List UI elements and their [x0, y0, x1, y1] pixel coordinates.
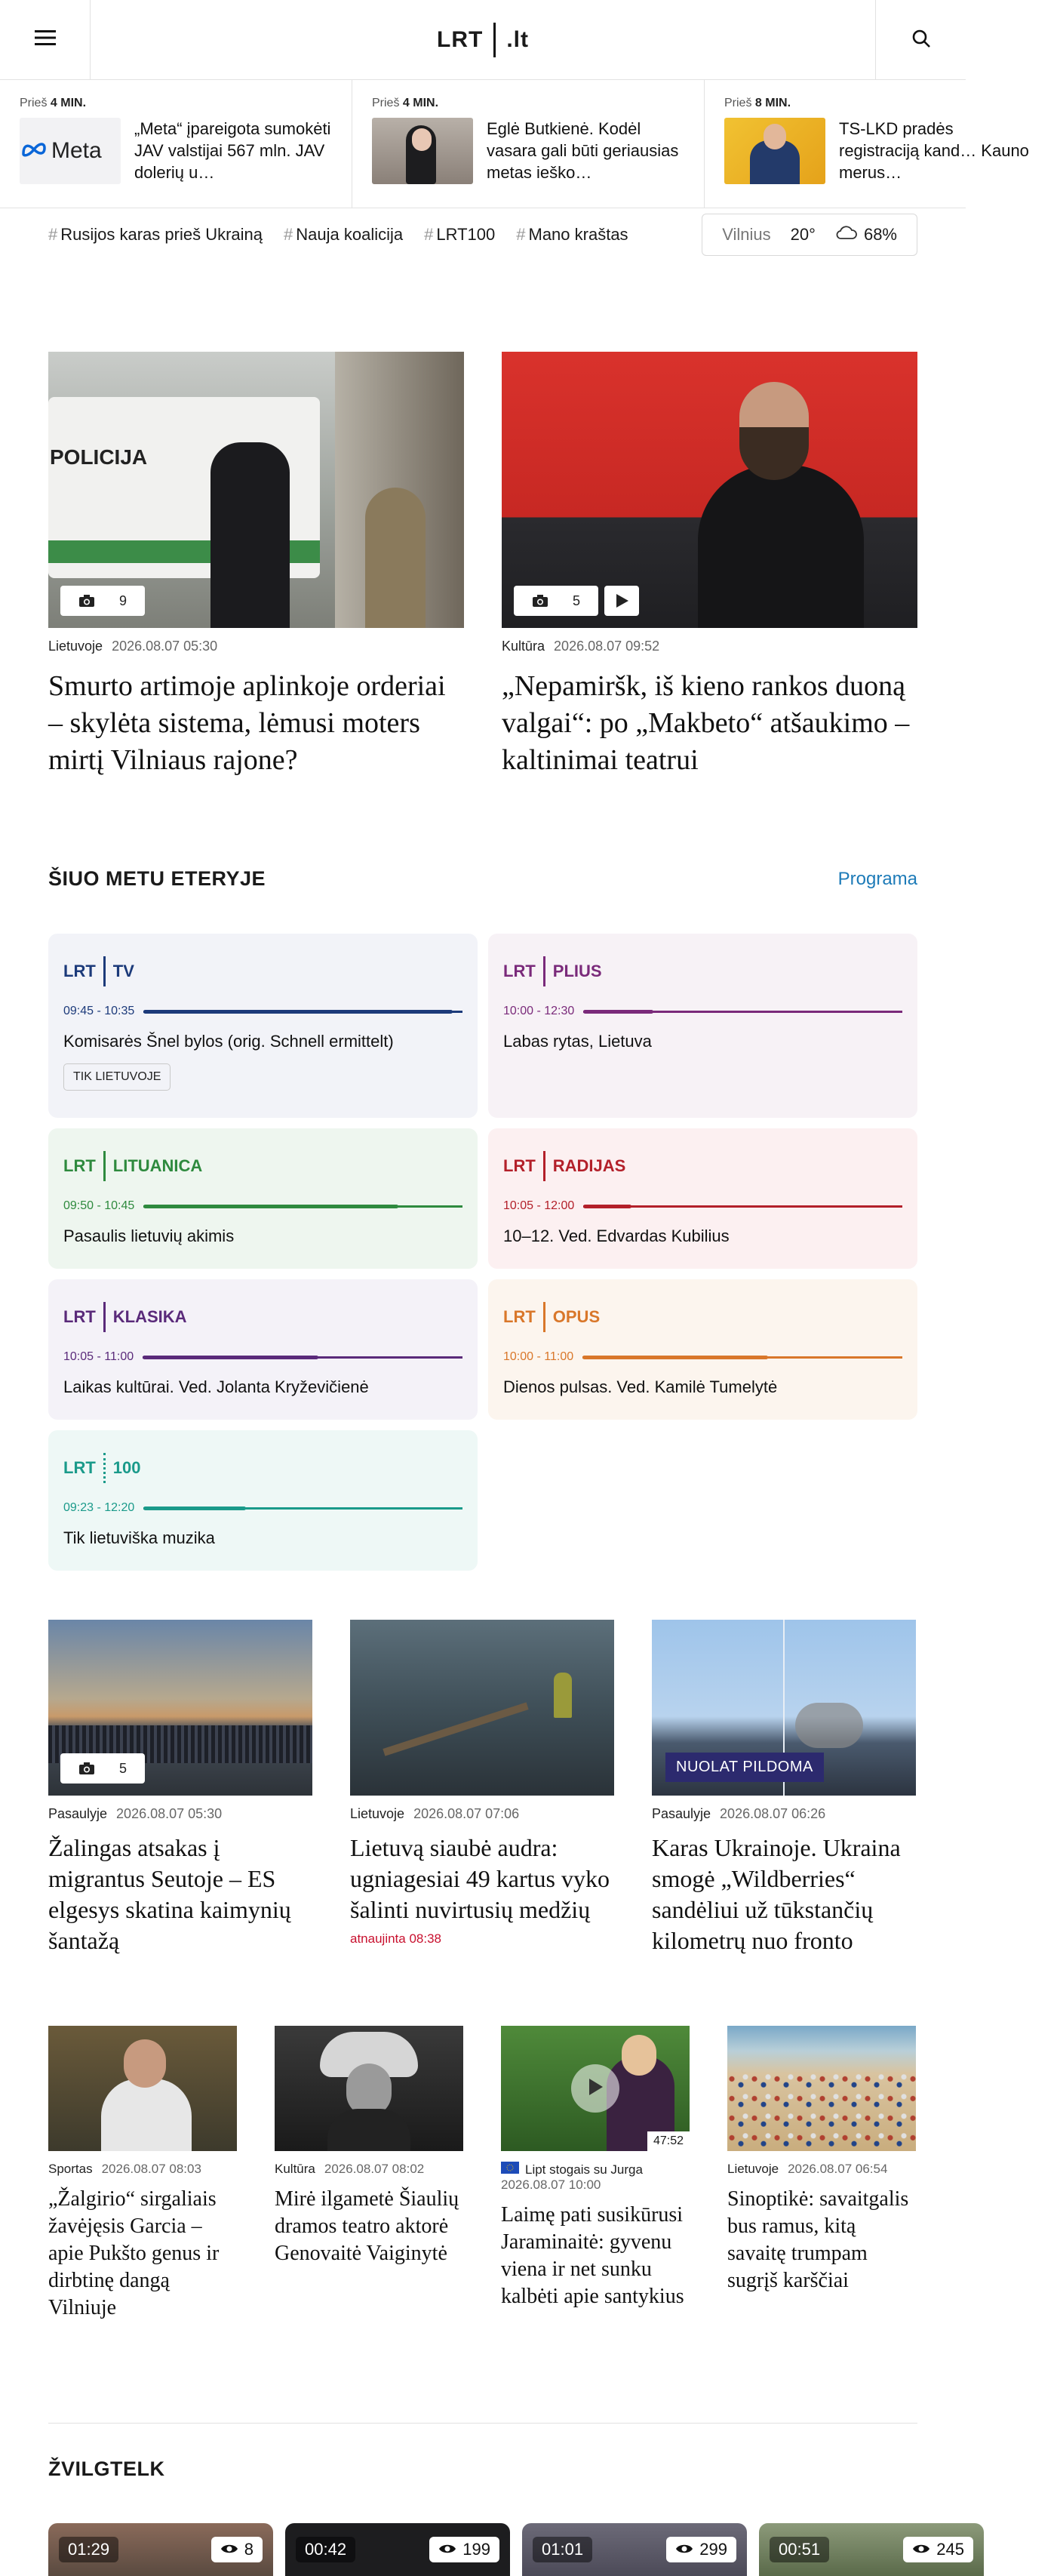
on-air-grid [48, 934, 917, 1571]
lrt-logo-mark: LRT [63, 1307, 96, 1326]
weather-temp: 20° [790, 225, 816, 244]
ticker-title: TS-LKD pradės registraciją kand… Kauno merus… [839, 119, 1029, 182]
reel-duration: 00:51 [770, 2537, 829, 2562]
story-title: Laimę pati susikūrusi Jaraminaitė: gyvenu viena ir net sunku kalbėti apie santykius [501, 2203, 684, 2308]
story-card[interactable] [501, 2026, 690, 2322]
updated-label: atnaujinta 08:38 [350, 1931, 441, 1946]
story-card[interactable] [48, 1620, 312, 1956]
section-title: ŠIUO METU ETERYJE [48, 867, 266, 890]
story-image: POLICIJA 9 [48, 352, 464, 628]
ticker-item[interactable] [352, 80, 705, 208]
story-card[interactable] [652, 1620, 916, 1956]
reel-views: 199 [429, 2537, 499, 2562]
story-meta: Sportas 2026.08.07 08:03 [48, 2162, 201, 2176]
story-card[interactable] [275, 2026, 463, 2322]
menu-button[interactable] [0, 0, 91, 80]
site-header [0, 0, 966, 80]
logo-lrt: LRT [437, 26, 484, 52]
eye-icon [220, 2540, 238, 2559]
section-title: ŽVILGTELK [48, 2458, 165, 2480]
story-title: „Nepamiršk, iš kieno rankos duoną valgai“: po „Makbeto“ atšaukimo – kaltinimai teatrui [502, 670, 910, 776]
reel-card[interactable] [48, 2523, 273, 2576]
reel-card[interactable] [759, 2523, 984, 2576]
channel-program: Tik lietuviška muzika [63, 1528, 215, 1547]
story-title: „Žalgirio“ sirgaliais žavėjęsis Garcia – apie Pukšto genus ir dirbtinę dangą Vilniuje [48, 2187, 220, 2319]
reel-card[interactable] [285, 2523, 510, 2576]
reel-duration: 01:01 [533, 2537, 592, 2562]
channel-timeline: 09:50 - 10:45 [63, 1199, 462, 1213]
program-link[interactable]: Programa [837, 868, 917, 889]
stories-row [48, 1620, 917, 1956]
story-title: Karas Ukrainoje. Ukraina smogė „Wildberries“ sandėliui už tūkstančių kilometrų nuo fronto [652, 1834, 901, 1954]
channel-card-plius[interactable] [488, 934, 917, 1118]
story-card[interactable] [350, 1620, 614, 1956]
story-meta: Lietuvoje 2026.08.07 05:30 [48, 639, 218, 654]
stories-grid [48, 2026, 917, 2322]
ticker-thumbnail [724, 118, 825, 184]
reel-views: 299 [666, 2537, 736, 2562]
channel-timeline: 10:05 - 12:00 [503, 1199, 902, 1213]
story-meta: Pasaulyje 2026.08.07 06:26 [652, 1806, 826, 1821]
story-image [48, 1620, 312, 1796]
tag-link[interactable]: # Rusijos karas prieš Ukrainą [48, 225, 263, 244]
story-image [501, 2026, 690, 2151]
lrt-logo-mark: LRT [63, 962, 96, 980]
story-image [652, 1620, 916, 1796]
ticker-title: „Meta“ įpareigota sumokėti JAV valstijai 567 mln. JAV dolerių u… [134, 119, 331, 182]
meta-logo-icon [21, 141, 47, 162]
channel-card-tv[interactable] [48, 934, 478, 1118]
news-ticker [0, 80, 1029, 208]
flag-icon [501, 2162, 519, 2177]
zvilgtelk-header [48, 2458, 917, 2481]
logo-divider [493, 23, 496, 57]
channel-program: 10–12. Ved. Edvardas Kubilius [503, 1226, 730, 1245]
reel-duration: 00:42 [296, 2537, 355, 2562]
geo-restriction-badge: TIK LIETUVOJE [63, 1063, 171, 1091]
story-title: Mirė ilgametė Šiaulių dramos teatro aktorė Genovaitė Vaiginytė [275, 2187, 459, 2265]
story-meta: Lietuvoje 2026.08.07 07:06 [350, 1806, 520, 1821]
play-button[interactable] [571, 2064, 619, 2113]
search-button[interactable] [875, 0, 966, 80]
ticker-title: Eglė Butkienė. Kodėl vasara gali būti geriausias metas ieško… [487, 119, 679, 182]
live-badge: NUOLAT PILDOMA [665, 1753, 824, 1782]
story-title: Lietuvą siaubė audra: ugniagesiai 49 kartus vyko šalinti nuvirtusių medžių [350, 1834, 610, 1923]
story-image [727, 2026, 916, 2151]
channel-card-opus[interactable] [488, 1279, 917, 1420]
eye-icon [675, 2540, 693, 2559]
reels-row [48, 2523, 984, 2576]
story-image [350, 1620, 614, 1796]
story-date: 2026.08.07 10:00 [501, 2177, 601, 2192]
lrt-logo-mark: LRT [63, 1458, 96, 1477]
channel-logo: LRT KLASIKA [63, 1302, 462, 1332]
photo-badge: 9 [60, 586, 145, 616]
ticker-time: Prieš 4 MIN. [20, 97, 87, 109]
camera-icon [69, 1753, 104, 1784]
on-air-header [48, 867, 917, 891]
reel-card[interactable] [522, 2523, 747, 2576]
camera-icon [69, 586, 104, 616]
weather-widget[interactable] [702, 214, 917, 256]
channel-logo: LRT OPUS [503, 1302, 902, 1332]
ticker-thumbnail [372, 118, 473, 184]
play-icon [586, 2077, 604, 2101]
channel-program: Pasaulis lietuvių akimis [63, 1226, 235, 1245]
channel-timeline: 10:00 - 12:30 [503, 1005, 902, 1018]
eye-icon [912, 2540, 930, 2559]
tag-link[interactable]: # Nauja koalicija [284, 225, 404, 244]
story-card[interactable] [502, 352, 917, 779]
channel-program: Laikas kultūrai. Ved. Jolanta Kryževičienė [63, 1377, 369, 1396]
story-meta: Kultūra 2026.08.07 08:02 [275, 2162, 425, 2176]
channel-timeline: 10:05 - 11:00 [63, 1350, 462, 1364]
weather-humidity: 68% [863, 225, 897, 244]
reel-views: 8 [211, 2537, 263, 2562]
story-meta: Lipt stogais su Jurga [501, 2162, 690, 2177]
ticker-thumbnail [20, 118, 121, 184]
ticker-item[interactable] [705, 80, 1057, 208]
story-meta: Pasaulyje 2026.08.07 05:30 [48, 1806, 223, 1821]
lrt-logo-mark: LRT [63, 1156, 96, 1175]
channel-program: Dienos pulsas. Ved. Kamilė Tumelytė [503, 1377, 778, 1396]
reel-duration: 01:29 [59, 2537, 118, 2562]
channel-program: Labas rytas, Lietuva [503, 1032, 652, 1051]
ticker-item[interactable] [0, 80, 352, 208]
eye-icon [438, 2540, 456, 2559]
play-icon [604, 586, 639, 616]
channel-card-radijas[interactable] [488, 1128, 917, 1269]
reel-views: 245 [903, 2537, 973, 2562]
cloud-icon [835, 225, 858, 245]
channel-logo: LRT 100 [63, 1453, 462, 1483]
story-image [502, 352, 917, 628]
story-meta: Lietuvoje 2026.08.07 06:54 [727, 2162, 888, 2176]
section-divider [48, 2423, 917, 2424]
channel-program: Komisarės Šnel bylos (orig. Schnell ermittelt) [63, 1032, 394, 1051]
lrt-logo-mark: LRT [503, 962, 536, 980]
channel-logo: LRT PLIUS [503, 956, 902, 986]
media-badge: 5 [514, 586, 639, 616]
channel-timeline: 10:00 - 11:00 [503, 1350, 902, 1364]
channel-logo: LRT LITUANICA [63, 1151, 462, 1181]
channel-logo: LRT TV [63, 956, 462, 986]
story-card[interactable] [727, 2026, 916, 2322]
channel-card-lituanica[interactable] [48, 1128, 478, 1269]
channel-timeline: 09:23 - 12:20 [63, 1501, 462, 1515]
tag-link[interactable]: # LRT100 [424, 225, 496, 244]
channel-logo: LRT RADIJAS [503, 1151, 902, 1181]
channel-card-klasika[interactable] [48, 1279, 478, 1420]
meta-logo-text: Meta [51, 138, 102, 163]
logo-lt: .lt [506, 26, 529, 52]
site-logo[interactable] [437, 23, 529, 57]
lrt-logo-mark: LRT [503, 1156, 536, 1175]
story-card[interactable] [48, 2026, 237, 2322]
story-title: Žalingas atsakas į migrantus Seutoje – ES elgesys skatina kaimynių šantažą [48, 1834, 291, 1954]
video-duration: 47:52 [647, 2131, 690, 2151]
camera-icon [523, 586, 558, 616]
story-title: Sinoptikė: savaitgalis bus ramus, kitą savaitę trumpam sugrįš karščiai [727, 2187, 909, 2292]
story-card[interactable] [48, 352, 464, 779]
channel-card-100[interactable] [48, 1430, 478, 1571]
story-meta: Kultūra 2026.08.07 09:52 [502, 639, 660, 654]
tag-link[interactable]: # Mano kraštas [516, 225, 628, 244]
photo-badge: 5 [60, 1753, 145, 1784]
topic-tags [48, 214, 917, 256]
search-icon [911, 29, 931, 52]
story-image [275, 2026, 463, 2151]
story-image [48, 2026, 237, 2151]
ticker-time: Prieš 8 MIN. [724, 97, 791, 109]
lrt-logo-mark: LRT [503, 1307, 536, 1326]
story-title: Smurto artimoje aplinkoje orderiai – skylėta sistema, lėmusi moters mirtį Vilniaus rajone? [48, 670, 446, 776]
top-stories [48, 352, 917, 779]
hamburger-icon [35, 29, 56, 50]
ticker-time: Prieš 4 MIN. [372, 97, 439, 109]
weather-city: Vilnius [722, 225, 771, 244]
channel-timeline: 09:45 - 10:35 [63, 1005, 462, 1018]
